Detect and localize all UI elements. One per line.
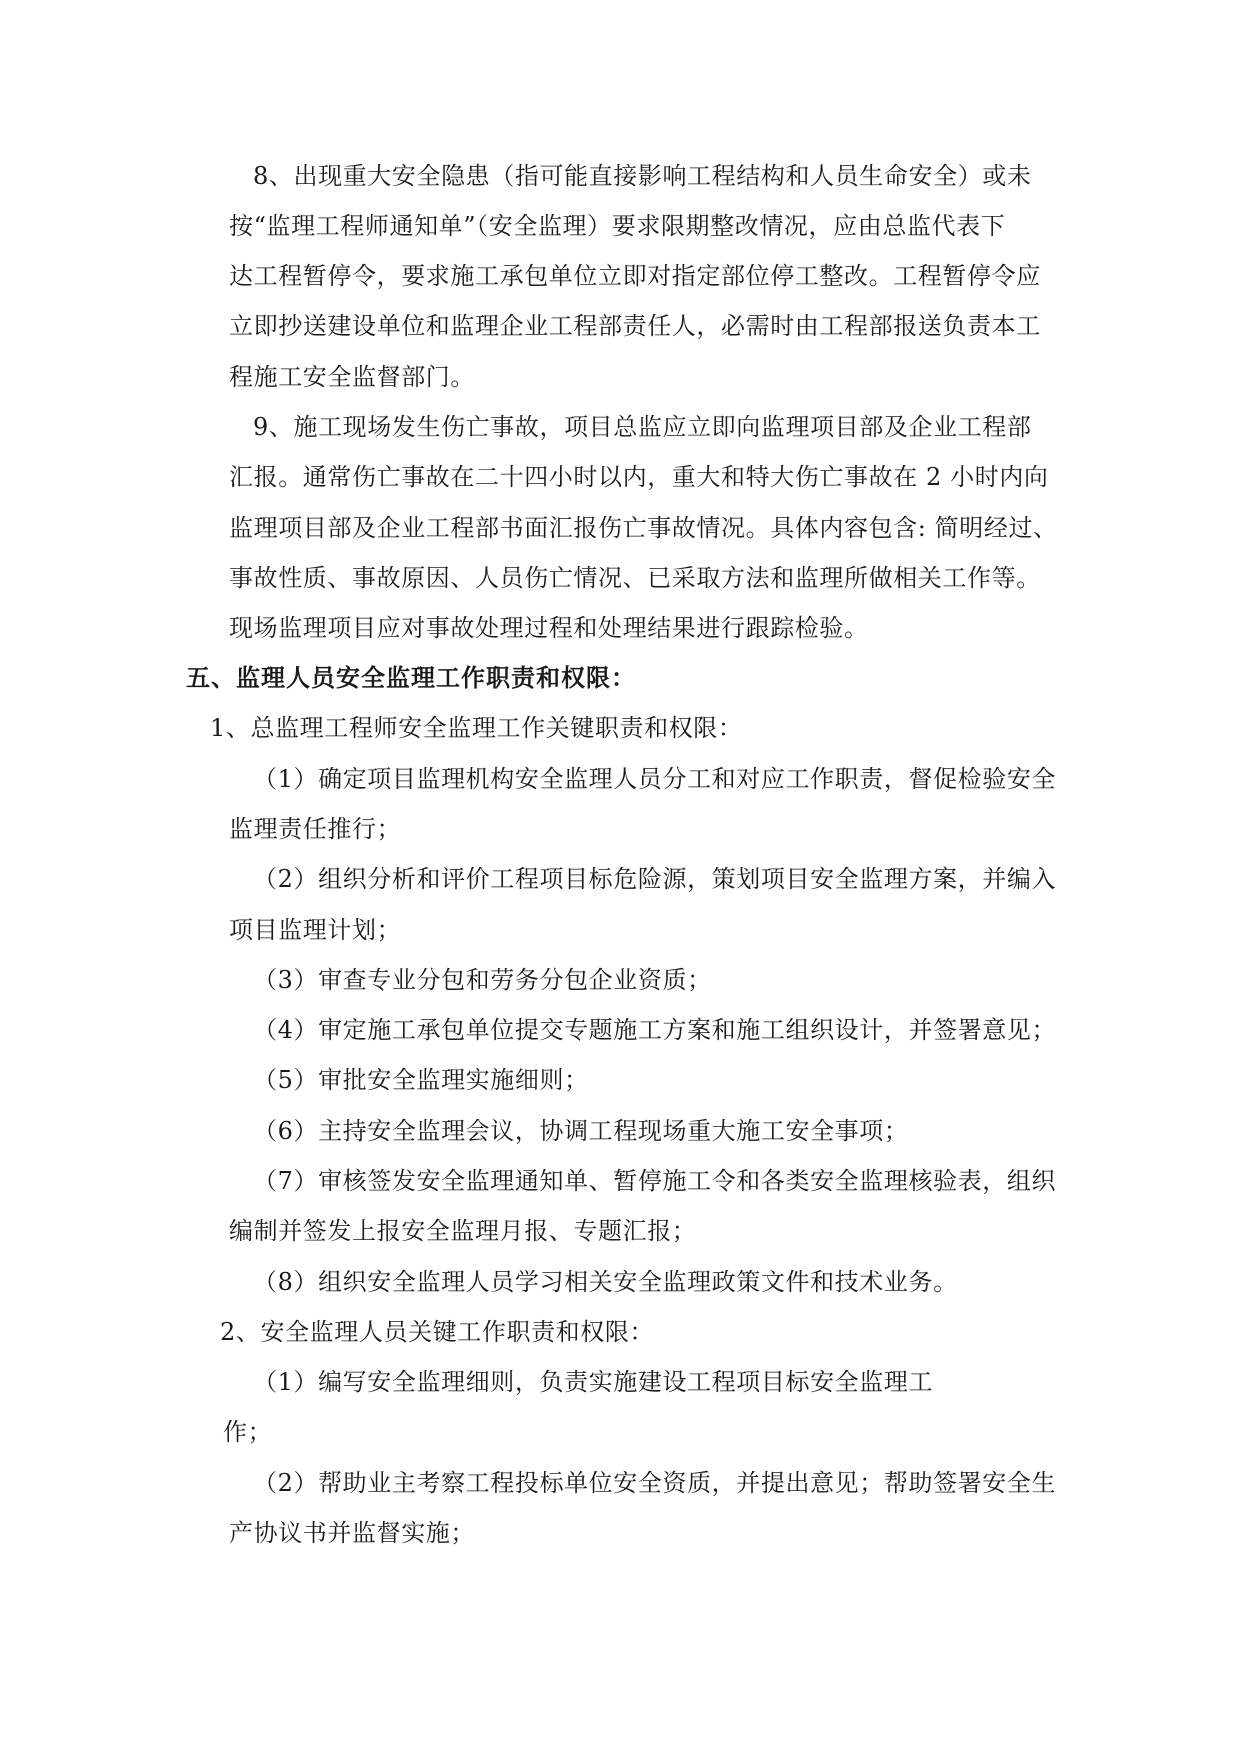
list-item: （7）审核签发安全监理通知单、暂停施工令和各类安全监理核验表，组织 [253, 1167, 1057, 1195]
text-line: 监理项目部及企业工程部书面汇报伤亡事故情况。具体内容包含: 简明经过、 [229, 514, 1058, 542]
list-item: （1）确定项目监理机构安全监理人员分工和对应工作职责，督促检验安全 [253, 765, 1057, 793]
text-line: 按“监理工程师通知单”（安全监理）要求限期整改情况，应由总监代表下 [229, 212, 1006, 240]
text-line: 事故性质、事故原因、人员伤亡情况、已采取方法和监理所做相关工作等。 [229, 564, 1041, 592]
list-item: （6）主持安全监理会议，协调工程现场重大施工安全事项； [253, 1117, 909, 1145]
text-line: 现场监理项目应对事故处理过程和处理结果进行跟踪检验。 [229, 614, 869, 642]
text-line: 9、施工现场发生伤亡事故，项目总监应立即向监理项目部及企业工程部 [253, 413, 1032, 441]
list-item: （4）审定施工承包单位提交专题施工方案和施工组织设计，并签署意见； [253, 1016, 1057, 1044]
text-line: 立即抄送建设单位和监理企业工程部责任人，必需时由工程部报送负责本工 [229, 312, 1041, 340]
text-line: 8、出现重大安全隐患（指可能直接影响工程结构和人员生命安全）或未 [253, 162, 1032, 190]
list-item: （1）编写安全监理细则，负责实施建设工程项目标安全监理工 [253, 1368, 934, 1396]
list-item: （5）审批安全监理实施细则； [253, 1066, 589, 1094]
text-line: 作； [223, 1418, 273, 1446]
text-line: 监理责任推行； [229, 815, 402, 843]
subsection-heading: 2、安全监理人员关键工作职责和权限： [220, 1318, 655, 1346]
list-item: （2）组织分析和评价工程项目标危险源，策划项目安全监理方案，并编入 [253, 865, 1057, 893]
text-line: 程施工安全监督部门。 [229, 363, 475, 391]
list-item: （2）帮助业主考察工程投标单位安全资质，并提出意见；帮助签署安全生 [253, 1469, 1057, 1497]
text-line: 产协议书并监督实施； [229, 1519, 475, 1547]
list-item: （3）审查专业分包和劳务分包企业资质； [253, 966, 712, 994]
text-line: 项目监理计划； [229, 916, 402, 944]
list-item: （8）组织安全监理人员学习相关安全监理政策文件和技术业务。 [253, 1268, 958, 1296]
text-line: 编制并签发上报安全监理月报、专题汇报； [229, 1217, 697, 1245]
subsection-heading: 1、总监理工程师安全监理工作关键职责和权限： [210, 714, 743, 742]
section-heading: 五、监理人员安全监理工作职责和权限： [186, 663, 636, 692]
text-line: 汇报。通常伤亡事故在二十四小时以内，重大和特大伤亡事故在 2 小时内向 [229, 463, 1049, 491]
text-line: 达工程暂停令，要求施工承包单位立即对指定部位停工整改。工程暂停令应 [229, 262, 1041, 290]
